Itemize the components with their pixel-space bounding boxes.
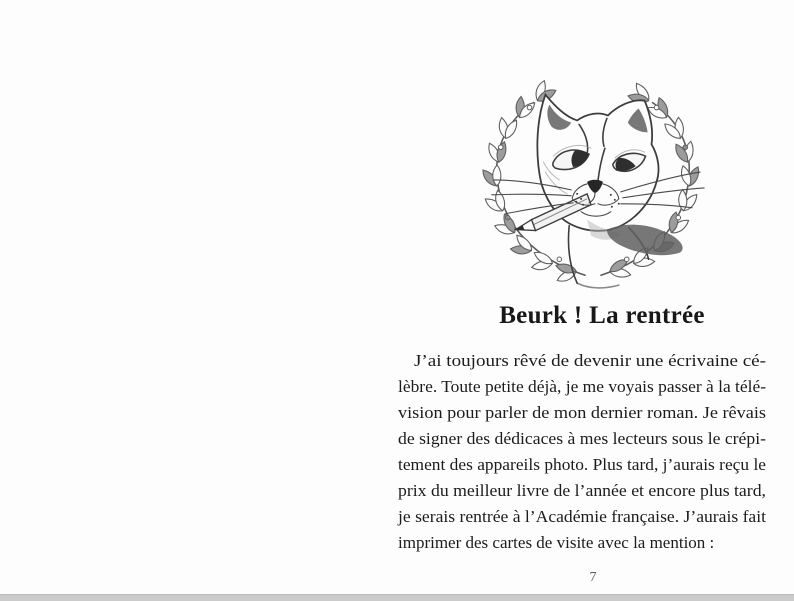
paragraph-line: J’ai toujours rêvé de devenir une écrivaine cé- — [414, 351, 766, 370]
paragraph-line: imprimer des cartes de visite avec la mention : — [398, 533, 715, 552]
screen-bottom-edge — [0, 594, 794, 601]
chapter-title: Beurk ! La rentrée — [499, 302, 705, 329]
cat-laurel-illustration — [470, 62, 718, 292]
paragraph-line: vision pour parler de mon dernier roman. Je rêvais — [398, 403, 766, 422]
paragraph-line: de signer des dédicaces à mes lecteurs sous le crépi- — [398, 429, 766, 448]
cat-head-drawing — [492, 95, 704, 288]
paragraph-line: prix du meilleur livre de l’année et encore plus tard, — [398, 481, 766, 500]
page-number: 7 — [589, 570, 597, 585]
paragraph-line: je serais rentrée à l’Académie française. J’aurais fait — [398, 507, 766, 526]
chapter-paragraph — [398, 348, 766, 556]
paragraph-line: tement des appareils photo. Plus tard, j’aurais reçu le — [398, 455, 766, 474]
paragraph-line: lèbre. Toute petite déjà, je me voyais passer à la télé- — [398, 377, 766, 396]
